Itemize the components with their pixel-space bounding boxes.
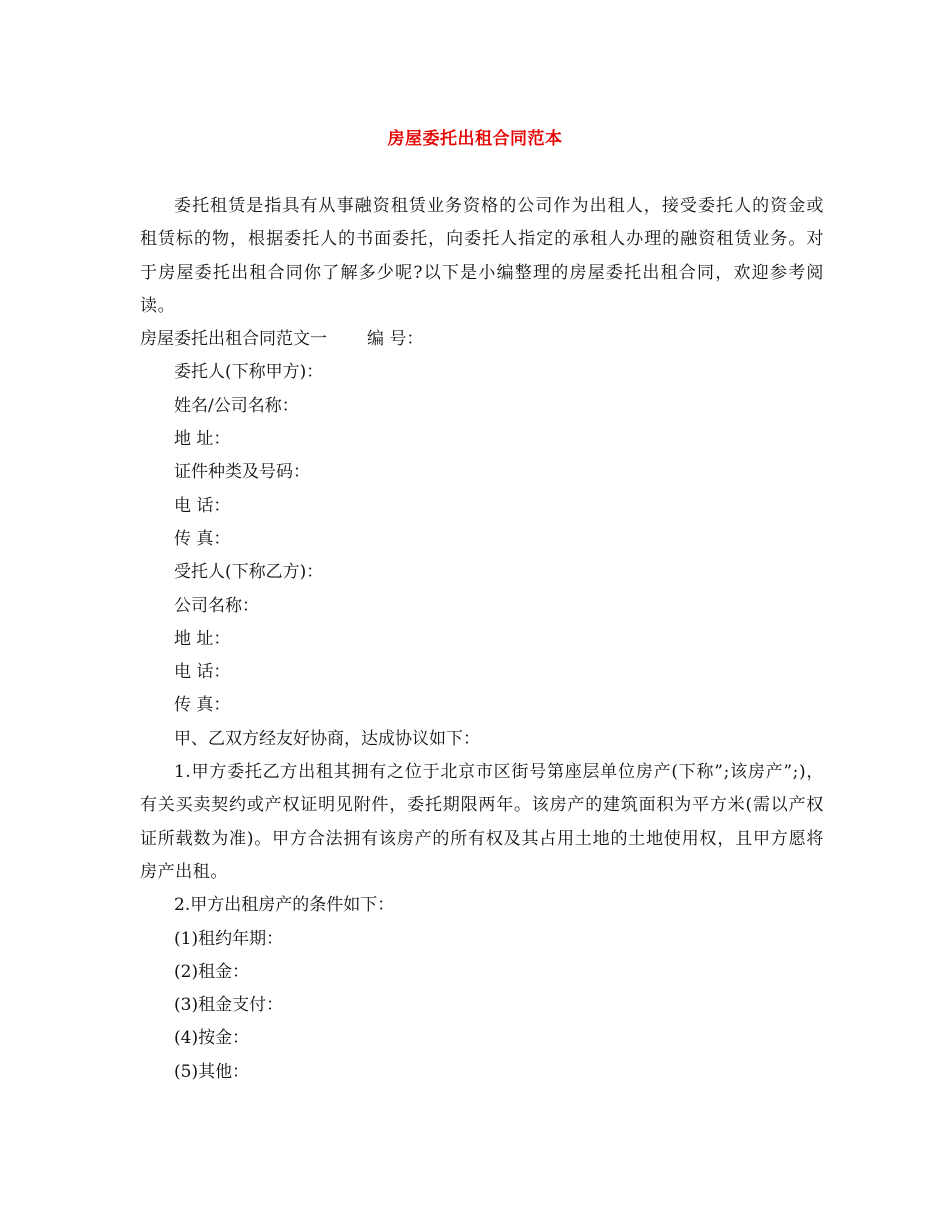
condition-rent-payment: (3)租金支付： <box>174 995 284 1016</box>
section-heading: 房屋委托出租合同范文一 <box>140 329 327 350</box>
party-b-name-field: 公司名称： <box>174 595 259 616</box>
intro-paragraph: 委托租赁是指具有从事融资租赁业务资格的公司作为出租人，接受委托人的资金或租赁标的物，根据委托人的书面委托，向委托人指定的承租人办理的融资租赁业务。对于房屋委托出租合同你了解多少呢?以下是小编整理的房屋委托出租合同，欢迎参考阅读。 <box>140 196 824 316</box>
condition-rent: (2)租金： <box>174 961 250 982</box>
document-body <box>140 190 824 1089</box>
party-a-address-field: 地 址： <box>174 429 231 450</box>
party-b-heading: 受托人(下称乙方)： <box>174 562 324 583</box>
condition-deposit: (4)按金： <box>174 1028 250 1049</box>
party-a-phone-field: 电 话： <box>174 495 231 516</box>
party-b-phone-field: 电 话： <box>174 662 231 683</box>
party-b-fax-field: 传 真： <box>174 695 231 716</box>
condition-lease-term: (1)租约年期： <box>174 928 284 949</box>
agreement-statement: 甲、乙双方经友好协商，达成协议如下： <box>174 728 480 749</box>
party-a-name-field: 姓名/公司名称： <box>174 395 299 416</box>
clause-2: 2.甲方出租房产的条件如下： <box>174 895 395 916</box>
document-title: 房屋委托出租合同范本 <box>387 129 563 149</box>
party-a-fax-field: 传 真： <box>174 528 231 549</box>
party-b-address-field: 地 址： <box>174 628 231 649</box>
condition-other: (5)其他： <box>174 1061 250 1082</box>
clause-1: 1.甲方委托乙方出租其拥有之位于北京市区街号第座层单位房产(下称”;该房产”;)，有关买卖契约或产权证明见附件，委托期限两年。该房产的建筑面积为平方米(需以产权证所载数为准)。甲方合法拥有该房产的所有权及其占用土地的土地使用权，且甲方愿将房产出租。 <box>140 762 824 882</box>
section-heading-line <box>140 323 824 356</box>
number-label: 编 号： <box>367 329 424 350</box>
party-a-heading: 委托人(下称甲方)： <box>174 362 324 383</box>
party-a-id-field: 证件种类及号码： <box>174 462 310 483</box>
